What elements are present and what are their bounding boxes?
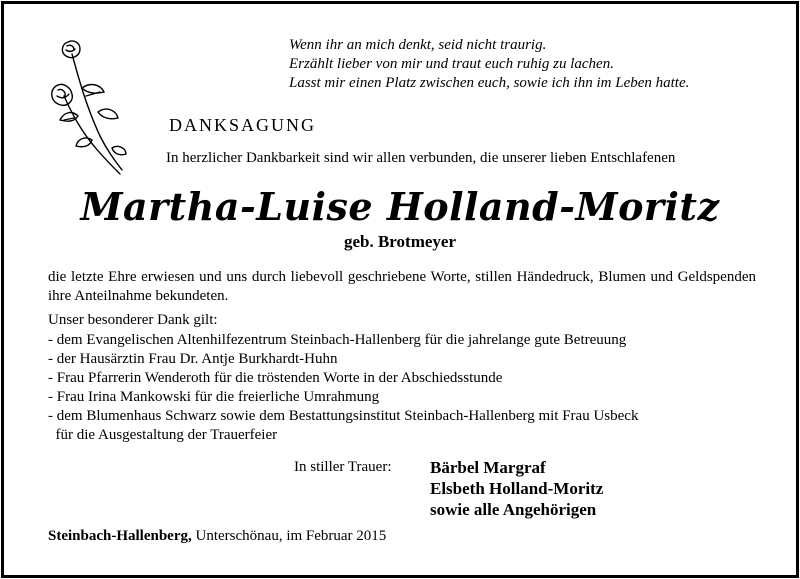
list-item: - Frau Pfarrerin Wenderoth für die tröstenden Worte in der Abschiedsstunde [48, 370, 503, 386]
mourning-label: In stiller Trauer: [294, 459, 392, 475]
poem-line: Erzählt lieber von mir und traut euch ruhig zu lachen. [289, 56, 614, 72]
list-item: - der Hausärztin Frau Dr. Antje Burkhardt-Huhn [48, 351, 338, 367]
list-item: - dem Evangelischen Altenhilfezentrum Steinbach-Hallenberg für die jahrelange gute Betreuung [48, 332, 627, 348]
footer-date: Unterschönau, im Februar 2015 [191, 528, 387, 544]
footer-place: Steinbach-Hallenberg, [48, 528, 192, 544]
intro-text: In herzlicher Dankbarkeit sind wir allen verbunden, die unserer lieben Entschlafenen [166, 150, 676, 166]
heading: DANKSAGUNG [169, 115, 317, 135]
list-item: - Frau Irina Mankowski für die freierliche Umrahmung [48, 389, 380, 405]
mourner-name: sowie alle Angehörigen [430, 500, 597, 519]
body-text: die letzte Ehre erwiesen und uns durch liebevoll geschriebene Worte, stillen Händedruck, Blumen und Geldspenden ihre Anteilnahme bekundeten. [48, 269, 756, 304]
poem-line: Lasst mir einen Platz zwischen euch, sowie ich ihn im Leben hatte. [289, 75, 690, 91]
obituary-card [1, 1, 799, 578]
special-thanks-intro: Unser besonderer Dank gilt: [48, 312, 218, 328]
mourner-name: Bärbel Margraf [430, 458, 546, 477]
poem-line: Wenn ihr an mich denkt, seid nicht traurig. [289, 37, 547, 53]
rose-icon [42, 36, 132, 176]
list-item: für die Ausgestaltung der Trauerfeier [48, 427, 278, 443]
special-thanks-list [48, 331, 638, 445]
mourners-list [430, 457, 603, 520]
footer-place-date [48, 528, 386, 545]
list-item: - dem Blumenhaus Schwarz sowie dem Bestattungsinstitut Steinbach-Hallenberg mit Frau Usbeck [48, 408, 639, 424]
birth-name: geb. Brotmeyer [343, 232, 457, 251]
deceased-name: Martha-Luise Holland-Moritz [80, 184, 720, 229]
mourner-name: Elsbeth Holland-Moritz [430, 479, 604, 498]
poem [289, 36, 789, 93]
